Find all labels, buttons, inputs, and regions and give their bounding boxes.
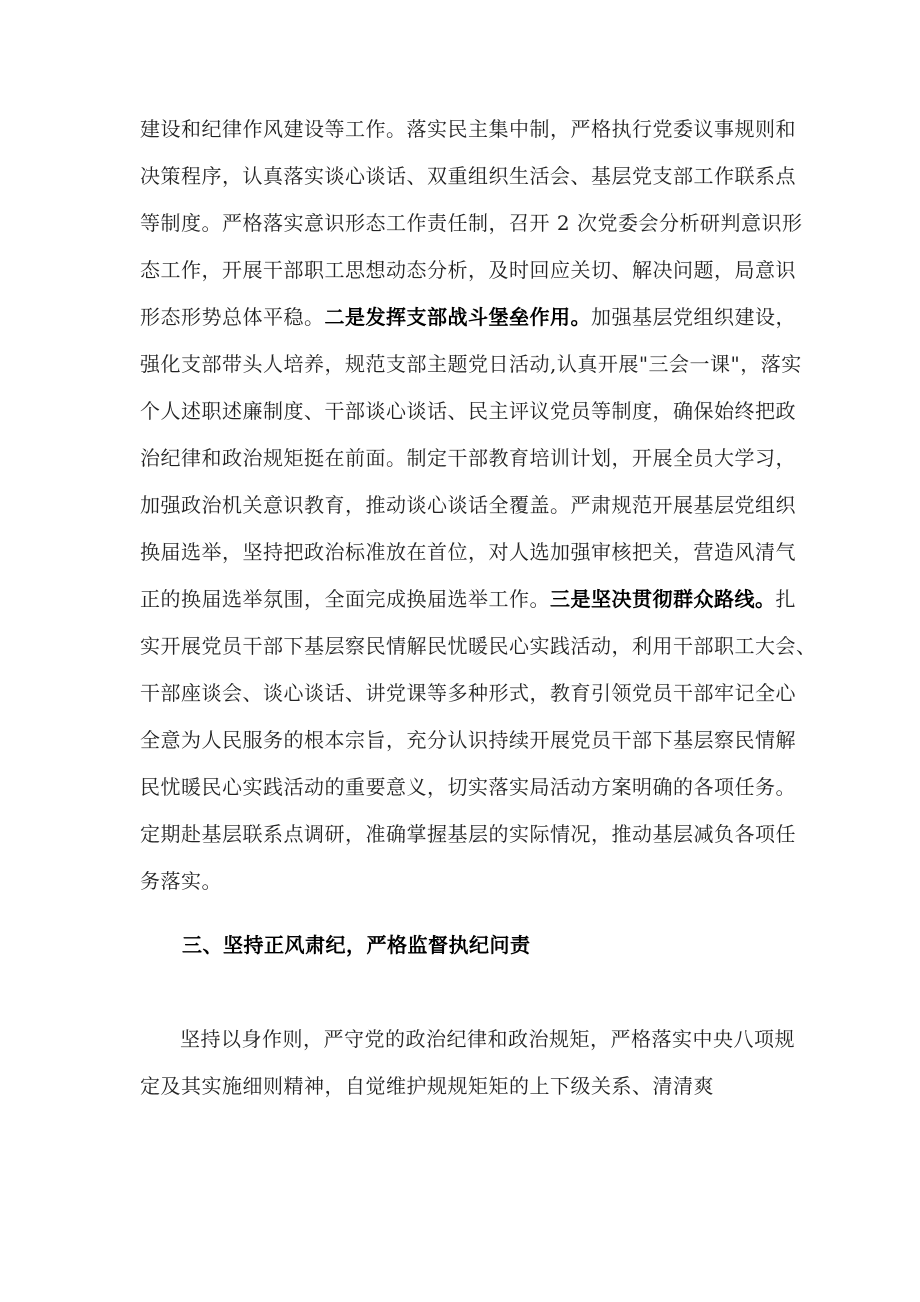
text-line: 全意为人民服务的根本宗旨，充分认识持续开展党员干部下基层察民情解 <box>140 728 796 752</box>
text-line: 干部座谈会、谈心谈话、讲党课等多种形式，教育引领党员干部牢记全心 <box>140 681 796 705</box>
text-line: 强化支部带头人培养，规范支部主题党日活动,认真开展"三会一课"，落实 <box>140 352 802 376</box>
text-line: 定期赴基层联系点调研，准确掌握基层的实际情况，推动基层减负各项任 <box>140 822 796 846</box>
text-line <box>140 584 796 614</box>
text-line: 务落实。 <box>140 869 222 893</box>
bold-subheading: 三是坚决贯彻群众路线。 <box>550 587 776 611</box>
text-line: 民忧暖民心实践活动的重要意义，切实落实局活动方案明确的各项任务。 <box>140 775 796 799</box>
text-line: 态工作，开展干部职工思想动态分析，及时回应关切、解决问题，局意识 <box>140 258 796 282</box>
text-line <box>140 302 796 332</box>
text-segment: 正的换届选举氛围，全面完成换届选举工作。 <box>140 587 550 611</box>
text-segment: 扎 <box>775 587 796 611</box>
text-segment: 加强基层党组织建设， <box>591 305 796 329</box>
text-line: 实开展党员干部下基层察民情解民忧暖民心实践活动，利用干部职工大会、 <box>140 634 817 658</box>
text-segment: 形态形势总体平稳。 <box>140 305 325 329</box>
text-line: 加强政治机关意识教育，推动谈心谈话全覆盖。严肃规范开展基层党组织 <box>140 493 796 517</box>
text-line: 建设和纪律作风建设等工作。落实民主集中制，严格执行党委议事规则和 <box>140 117 796 141</box>
section-heading: 三、坚持正风肃纪，严格监督执纪问责 <box>182 933 531 957</box>
text-line: 等制度。严格落实意识形态工作责任制，召开 2 次党委会分析研判意识形 <box>140 211 803 235</box>
text-line: 换届选举，坚持把政治标准放在首位，对人选加强审核把关，营造风清气 <box>140 540 796 564</box>
text-line: 决策程序，认真落实谈心谈话、双重组织生活会、基层党支部工作联系点 <box>140 164 796 188</box>
text-line: 定及其实施细则精神，自觉维护规规矩矩的上下级关系、清清爽 <box>140 1074 714 1098</box>
text-line: 个人述职述廉制度、干部谈心谈话、民主评议党员等制度，确保始终把政 <box>140 399 796 423</box>
text-line-indented: 坚持以身作则，严守党的政治纪律和政治规矩，严格落实中央八项规 <box>180 1027 795 1051</box>
text-line: 治纪律和政治规矩挺在前面。制定干部教育培训计划，开展全员大学习， <box>140 446 796 470</box>
bold-subheading: 二是发挥支部战斗堡垒作用。 <box>324 305 591 329</box>
